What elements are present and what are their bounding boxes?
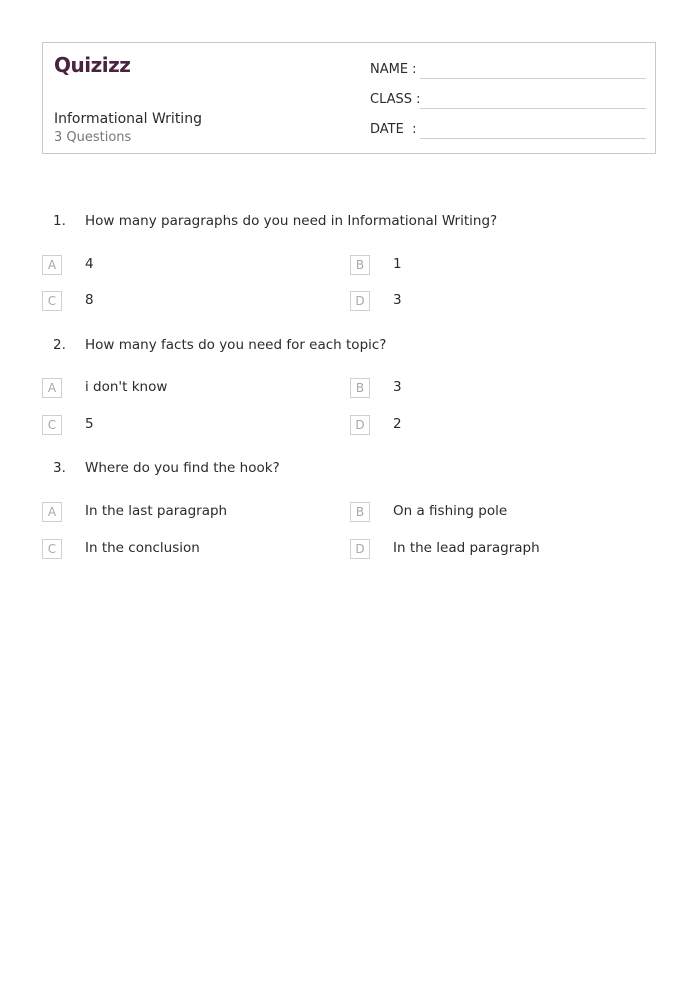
question-count: 3 Questions <box>54 130 132 145</box>
option-text: In the conclusion <box>85 540 200 556</box>
question-number: 2. <box>53 337 66 353</box>
class-line <box>420 108 646 109</box>
option-letter: C <box>42 539 62 559</box>
option-text: i don't know <box>85 379 168 395</box>
option-text: 3 <box>393 379 402 395</box>
quizizz-logo: Quizizz <box>54 53 131 77</box>
option-text: 3 <box>393 292 402 308</box>
option-text: 8 <box>85 292 94 308</box>
class-field[interactable] <box>370 89 646 109</box>
option-letter: A <box>42 502 62 522</box>
option-text: 4 <box>85 256 94 272</box>
option-1a[interactable] <box>42 255 342 277</box>
option-1d[interactable] <box>350 291 650 313</box>
option-1c[interactable] <box>42 291 342 313</box>
question-number: 3. <box>53 460 66 476</box>
name-line <box>420 78 646 79</box>
worksheet-header <box>42 42 656 154</box>
option-text: 2 <box>393 416 402 432</box>
option-letter: B <box>350 502 370 522</box>
question-text: How many facts do you need for each topic? <box>85 337 387 353</box>
option-letter: A <box>42 255 62 275</box>
option-3b[interactable] <box>350 502 650 524</box>
question-number: 1. <box>53 213 66 229</box>
worksheet-title: Informational Writing <box>54 111 202 127</box>
option-text: In the lead paragraph <box>393 540 540 556</box>
option-2c[interactable] <box>42 415 342 437</box>
class-label: CLASS : <box>370 92 421 107</box>
option-letter: B <box>350 378 370 398</box>
question-1 <box>0 213 700 237</box>
option-2a[interactable] <box>42 378 342 400</box>
name-field[interactable] <box>370 59 646 79</box>
question-2 <box>0 337 700 361</box>
option-letter: D <box>350 291 370 311</box>
question-3 <box>0 460 700 484</box>
option-1b[interactable] <box>350 255 650 277</box>
option-text: In the last paragraph <box>85 503 228 519</box>
option-2b[interactable] <box>350 378 650 400</box>
option-letter: C <box>42 291 62 311</box>
question-text: How many paragraphs do you need in Informational Writing? <box>85 213 498 229</box>
option-text: 1 <box>393 256 402 272</box>
option-text: On a fishing pole <box>393 503 508 519</box>
option-letter: C <box>42 415 62 435</box>
name-label: NAME : <box>370 62 417 77</box>
option-3d[interactable] <box>350 539 650 561</box>
date-label: DATE : <box>370 122 417 137</box>
option-letter: D <box>350 539 370 559</box>
option-3c[interactable] <box>42 539 342 561</box>
option-2d[interactable] <box>350 415 650 437</box>
option-letter: A <box>42 378 62 398</box>
option-letter: B <box>350 255 370 275</box>
date-line <box>420 138 646 139</box>
option-3a[interactable] <box>42 502 342 524</box>
option-letter: D <box>350 415 370 435</box>
date-field[interactable] <box>370 119 646 139</box>
question-text: Where do you find the hook? <box>85 460 280 476</box>
option-text: 5 <box>85 416 94 432</box>
